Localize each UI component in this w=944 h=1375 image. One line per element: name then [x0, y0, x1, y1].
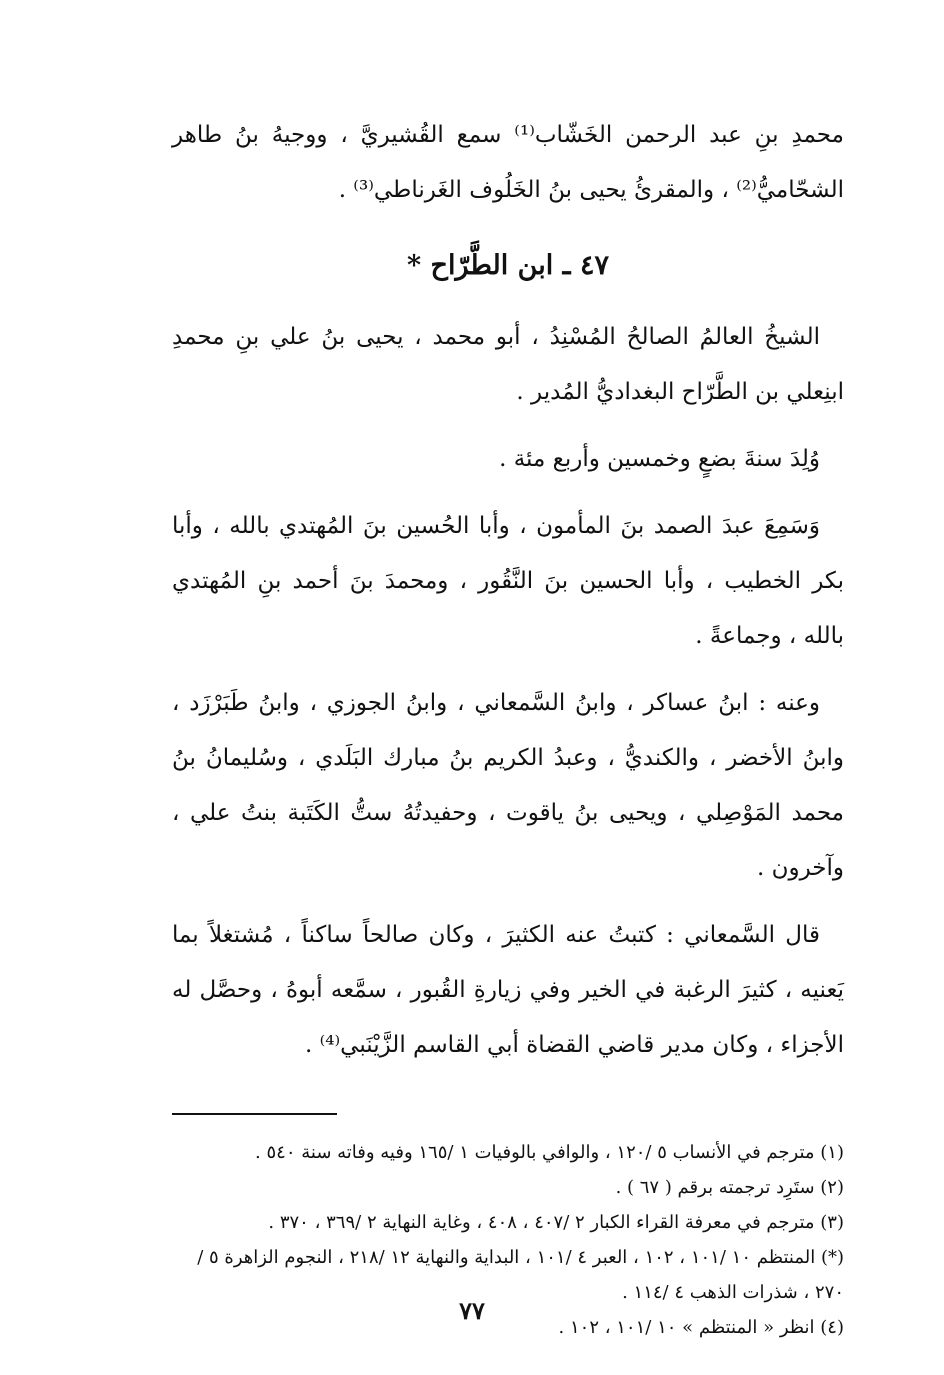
footnote-separator-wrap: [172, 1073, 844, 1135]
footnote-separator: [172, 1113, 337, 1115]
footnote-4: (٤) انظر « المنتظم » ١٠ /١٠١ ، ١٠٢ .: [558, 1317, 844, 1338]
footnote-1: (١) مترجم في الأنساب ٥ /١٢٠ ، والوافي بالوفيات ١ /١٦٥ وفيه وفاته سنة ٥٤٠ .: [255, 1142, 844, 1163]
paragraph-students: وعنه : ابنُ عساكر ، وابنُ السَّمعاني ، وابنُ الجوزي ، وابنُ طَبَرْزَد ، وابنُ الأخضر ، والكنديُّ ، وعبدُ الكريم بنُ مبارك البَلَدي ، وسُليمانُ بنُ محمد المَوْصِلي ، ويحيى بنُ ياقوت ، وحفيدتُهُ ستُّ الكَتَبة بنتُ علي ، وآخرون .: [172, 690, 844, 881]
entry-heading: ٤٧ ـ ابن الطَّرّاح *: [407, 250, 609, 281]
footnote-star: (*) المنتظم ١٠ /١٠١ ، ١٠٢ ، العبر ٤ /١٠١ ، البداية والنهاية ١٢ /٢١٨ ، النجوم الزاهرة ٥ /٢٧٠ ، شذرات الذهب ٤ /١١٤ .: [197, 1247, 844, 1303]
paragraph-name: الشيخُ العالمُ الصالحُ المُسْنِدُ ، أبو محمد ، يحيى بنُ علي بنِ محمدِ ابنِعلي بن الطَّرّاح البغداديُّ المُدير .: [172, 324, 844, 405]
page-number: ٧٧: [459, 1296, 485, 1325]
paragraph-teachers: وَسَمِعَ عبدَ الصمد بنَ المأمون ، وأبا الحُسين بنَ المُهتدي بالله ، وأبا بكر الخطيب ، وأبا الحسين بنَ النَّقُور ، ومحمدَ بنَ أحمد بنِ المُهتدي بالله ، وجماعةً .: [172, 513, 844, 649]
footnote-3: (٣) مترجم في معرفة القراء الكبار ٢ /٤٠٧ ، ٤٠٨ ، وغاية النهاية ٢ /٣٦٩ ، ٣٧٠ .: [268, 1212, 844, 1233]
paragraph-birth: وُلِدَ سنةَ بضعٍ وخمسين وأربع مئة .: [499, 446, 820, 472]
continued-paragraph: محمدِ بنِ عبد الرحمن الخَشّاب⁽¹⁾ سمع القُشيريَّ ، ووجيهُ بنُ طاهر الشحّاميُّ⁽²⁾ ، والمقرئُ يحيى بنُ الخَلُوف الغَرناطي⁽³⁾ .: [172, 122, 844, 203]
footnote-2: (٢) ستَرِد ترجمته برقم ( ٦٧ ) .: [615, 1177, 844, 1198]
paragraph-quote: قال السَّمعاني : كتبتُ عنه الكثيرَ ، وكان صالحاً ساكناً ، مُشتغلاً بما يَعنيه ، كثيرَ الرغبة في الخير وفي زيارةِ القُبور ، سمَّعه أبوهُ ، وحصَّل له الأجزاء ، وكان مدير قاضي القضاة أبي القاسم الزَّيْنَبي⁽⁴⁾ .: [172, 922, 844, 1058]
